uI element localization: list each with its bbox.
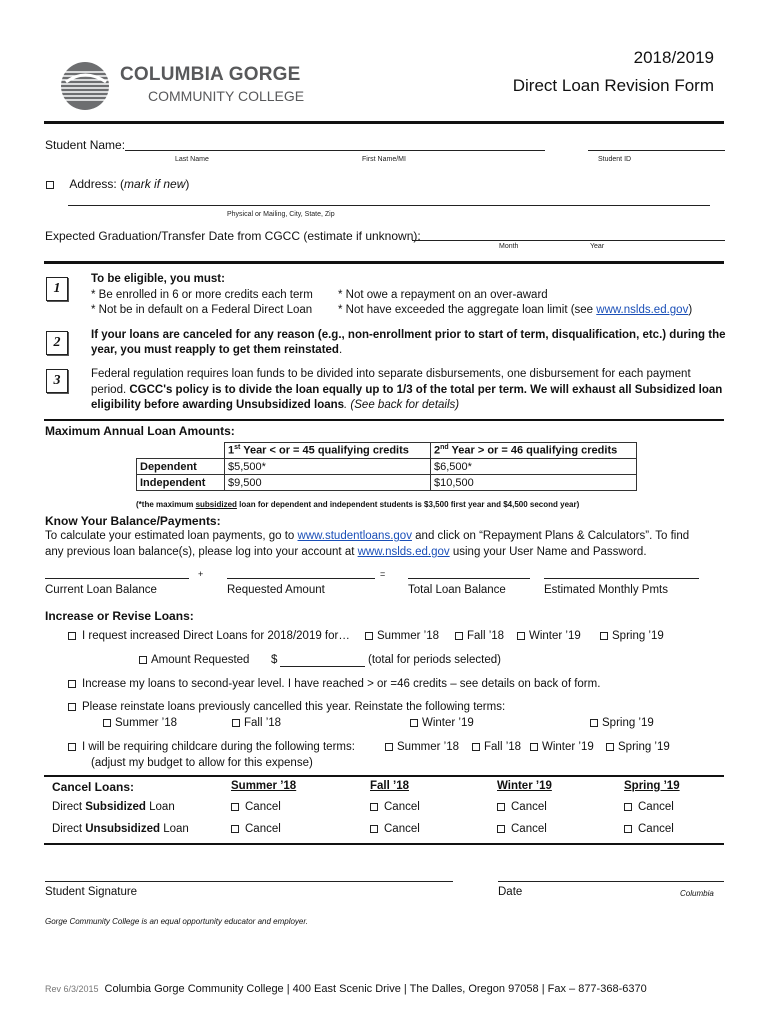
footer <box>45 983 647 995</box>
unsubsidized-label <box>52 823 189 835</box>
balance-line2 <box>45 546 647 558</box>
cancel-unsub-fall-checkbox[interactable] <box>370 825 378 833</box>
childcare-winter-checkbox[interactable] <box>530 743 538 751</box>
cancel-notice-line1: If your loans are canceled for any reason (e.g., non-enrollment prior to start of term, disqualification, etc.) during the <box>91 329 726 341</box>
eligibility-item-d-end: ) <box>688 304 693 316</box>
eligibility-item-d <box>338 304 692 316</box>
requested-amount-field[interactable] <box>227 578 375 579</box>
second-year-row <box>68 678 600 690</box>
subsidized-bold: Subsidized <box>85 801 146 813</box>
cancel-unsub-winter-label: Cancel <box>511 823 547 835</box>
equals-sign: = <box>380 569 386 579</box>
unsubsidized-bold: Unsubsidized <box>85 823 160 835</box>
balance-line2b: using your User Name and Password. <box>449 546 647 558</box>
col2-post: Year > or = 46 qualifying credits <box>448 444 618 457</box>
studentloans-link[interactable]: www.studentloans.gov <box>297 530 412 542</box>
increase-spring-label: Spring ’19 <box>612 630 664 642</box>
eligibility-title: To be eligible, you must: <box>91 273 225 285</box>
childcare-fall-checkbox[interactable] <box>472 743 480 751</box>
second-year-label: Increase my loans to second-year level. I have reached > or =46 credits – see details on back of form. <box>82 678 601 690</box>
cancel-unsub-spring <box>624 823 674 835</box>
student-id-caption: Student ID <box>598 156 632 163</box>
current-balance-field[interactable] <box>45 578 189 579</box>
increase-divider <box>44 775 724 777</box>
childcare-fall <box>472 741 521 753</box>
increase-request-row <box>68 630 350 642</box>
cancel-sub-fall <box>370 801 420 813</box>
eligibility-item-c: * Not be in default on a Federal Direct Loan <box>91 304 313 316</box>
subsidized-post: Loan <box>145 801 175 813</box>
cancel-sub-spring-checkbox[interactable] <box>624 803 632 811</box>
unsubsidized-post: Loan <box>160 823 189 835</box>
cancel-unsub-fall-label: Cancel <box>384 823 420 835</box>
childcare-row <box>68 741 355 753</box>
grad-date-field[interactable] <box>412 240 725 241</box>
first-name-caption: First Name/MI <box>362 156 406 163</box>
dependent-label: Dependent <box>137 459 225 475</box>
col1-post: Year < or = 45 qualifying credits <box>240 444 409 457</box>
disbursement-line2 <box>91 384 722 396</box>
reinstate-label: Please reinstate loans previously cancelled this year. Reinstate the following terms: <box>82 701 506 713</box>
date-label: Date <box>498 886 523 898</box>
increase-spring <box>600 630 664 642</box>
childcare-summer-label: Summer ’18 <box>397 741 459 753</box>
subsidized-label <box>52 801 175 813</box>
reinstate-spring-checkbox[interactable] <box>590 719 598 727</box>
logo-line2: COMMUNITY COLLEGE <box>148 88 305 104</box>
cancel-term-winter: Winter ’19 <box>497 780 552 792</box>
notice-number-2: 2 <box>46 331 68 355</box>
increase-request-checkbox[interactable] <box>68 632 76 640</box>
amount-note: (total for periods selected) <box>368 654 501 666</box>
notices-divider <box>44 419 724 421</box>
info-divider <box>44 261 724 264</box>
cancel-unsub-spring-label: Cancel <box>638 823 674 835</box>
cancel-notice-line2 <box>91 344 342 356</box>
footer-address: Columbia Gorge Community College | 400 East Scenic Drive | The Dalles, Oregon 97058 | Fax – 877-368-6370 <box>104 983 647 995</box>
cancel-notice-line2-end: . <box>338 344 343 356</box>
increase-summer-label: Summer ’18 <box>377 630 439 642</box>
childcare-label: I will be requiring childcare during the following terms: <box>82 741 355 753</box>
cancel-term-summer: Summer ’18 <box>231 780 297 792</box>
reinstate-spring <box>590 717 654 729</box>
notice-number-1: 1 <box>46 277 68 301</box>
increase-fall-checkbox[interactable] <box>455 632 463 640</box>
signature-field[interactable] <box>45 881 453 882</box>
cancel-sub-winter-checkbox[interactable] <box>497 803 505 811</box>
reinstate-winter-checkbox[interactable] <box>410 719 418 727</box>
cancel-unsub-winter <box>497 823 547 835</box>
current-balance-label: Current Loan Balance <box>45 584 157 596</box>
childcare-checkbox[interactable] <box>68 743 76 751</box>
reinstate-summer <box>103 717 177 729</box>
year-caption: Year <box>590 243 605 250</box>
reinstate-winter <box>410 717 474 729</box>
subsidized-pre: Direct <box>52 801 86 813</box>
reinstate-fall <box>232 717 281 729</box>
increase-winter-checkbox[interactable] <box>517 632 525 640</box>
reinstate-summer-label: Summer ’18 <box>115 717 177 729</box>
header-divider <box>44 121 724 124</box>
month-caption: Month <box>499 243 519 250</box>
cancel-unsub-winter-checkbox[interactable] <box>497 825 505 833</box>
table-corner <box>137 443 225 459</box>
signature-label: Student Signature <box>45 886 138 898</box>
student-name-label: Student Name: <box>45 138 126 152</box>
reinstate-row <box>68 701 505 713</box>
cancel-term-spring: Spring ’19 <box>624 780 680 792</box>
cancel-term-fall: Fall ’18 <box>370 780 409 792</box>
eligibility-item-b: * Not owe a repayment on an over-award <box>338 289 548 301</box>
independent-year1: $9,500 <box>225 475 431 491</box>
independent-year2: $10,500 <box>431 475 637 491</box>
note-a: (*the maximum <box>136 500 196 509</box>
form-title: Direct Loan Revision Form <box>512 76 714 95</box>
reinstate-fall-checkbox[interactable] <box>232 719 240 727</box>
cancel-unsub-summer-label: Cancel <box>245 823 281 835</box>
cancel-unsub-spring-checkbox[interactable] <box>624 825 632 833</box>
disbursement-line2a: period. <box>91 384 130 396</box>
cancel-notice-line2-bold: year, you must reapply to get them reinstated <box>91 344 339 356</box>
dependent-year1: $5,500* <box>225 459 431 475</box>
balance-line1 <box>45 530 689 542</box>
nslds-link[interactable]: www.nslds.ed.gov <box>596 304 689 316</box>
reinstate-winter-label: Winter ’19 <box>422 717 474 729</box>
reinstate-spring-label: Spring ’19 <box>602 717 654 729</box>
total-balance-field[interactable] <box>408 578 530 579</box>
unsubsidized-pre: Direct <box>52 823 86 835</box>
cancel-sub-fall-label: Cancel <box>384 801 420 813</box>
table-row <box>137 459 637 475</box>
reinstate-checkbox[interactable] <box>68 703 76 711</box>
eligibility-item-a: * Be enrolled in 6 or more credits each term <box>91 289 313 301</box>
amount-dollar: $ <box>271 654 278 666</box>
eeo-statement: Gorge Community College is an equal opportunity educator and employer. <box>45 917 308 926</box>
balance-heading: Know Your Balance/Payments: <box>45 514 221 528</box>
table-row <box>137 475 637 491</box>
childcare-note: (adjust my budget to allow for this expense) <box>91 757 313 769</box>
disbursement-line2b: CGCC's policy is to divide the loan equally up to 1/3 of the total per term. We will exhaust all Subsidized loan <box>129 384 723 396</box>
childcare-winter <box>530 741 594 753</box>
first-year-header <box>225 443 431 459</box>
balance-line2a: any previous loan balance(s), please log into your account at <box>45 546 358 558</box>
childcare-spring <box>606 741 670 753</box>
childcare-winter-label: Winter ’19 <box>542 741 594 753</box>
logo-globe-icon <box>58 60 112 112</box>
monthly-payments-label: Estimated Monthly Pmts <box>544 584 668 596</box>
cancel-divider <box>44 843 724 845</box>
balance-line1a: To calculate your estimated loan payments, go to <box>45 530 298 542</box>
cancel-unsub-summer <box>231 823 281 835</box>
college-logo <box>58 60 333 112</box>
disbursement-line3b: . (See back for details) <box>344 399 460 411</box>
amount-requested-label: Amount Requested <box>151 654 250 666</box>
note-b: loan for dependent and independent students is $3,500 first year and $4,500 second year) <box>236 500 580 509</box>
amount-requested-row <box>139 654 249 666</box>
student-id-field[interactable] <box>588 150 725 151</box>
revision-date: Rev 6/3/2015 <box>45 984 99 994</box>
cancel-sub-winter <box>497 801 547 813</box>
cancel-sub-spring <box>624 801 674 813</box>
childcare-summer <box>385 741 459 753</box>
address-field[interactable] <box>68 205 710 206</box>
increase-fall-label: Fall ’18 <box>467 630 505 642</box>
logo-line1: COLUMBIA GORGE <box>120 64 301 85</box>
cancel-heading: Cancel Loans: <box>52 780 135 794</box>
address-label: Address: ( <box>69 177 125 191</box>
disbursement-line3 <box>91 399 459 411</box>
form-year: 2018/2019 <box>633 48 714 67</box>
increase-summer <box>365 630 439 642</box>
increase-winter-label: Winter ’19 <box>529 630 581 642</box>
last-name-caption: Last Name <box>175 156 209 163</box>
cancel-unsub-summer-checkbox[interactable] <box>231 825 239 833</box>
cancel-sub-winter-label: Cancel <box>511 801 547 813</box>
childcare-spring-checkbox[interactable] <box>606 743 614 751</box>
independent-label: Independent <box>137 475 225 491</box>
address-close: ) <box>185 177 190 191</box>
student-name-field[interactable] <box>125 150 545 151</box>
disbursement-line3a: eligibility before awarding Unsubsidized loans <box>91 399 345 411</box>
increase-winter <box>517 630 581 642</box>
col2-pre: 2 <box>434 444 441 457</box>
nslds-link-2[interactable]: www.nslds.ed.gov <box>357 546 450 558</box>
address-row <box>46 177 189 191</box>
reinstate-fall-label: Fall ’18 <box>244 717 282 729</box>
reinstate-summer-checkbox[interactable] <box>103 719 111 727</box>
requested-amount-label: Requested Amount <box>227 584 325 596</box>
second-year-checkbox[interactable] <box>68 680 76 688</box>
monthly-payments-field[interactable] <box>544 578 699 579</box>
childcare-summer-checkbox[interactable] <box>385 743 393 751</box>
col1-pre: 1 <box>228 444 235 457</box>
amount-requested-field[interactable] <box>280 666 365 667</box>
plus-sign: + <box>198 569 204 579</box>
note-underlined: subsidized <box>195 500 237 509</box>
cancel-unsub-fall <box>370 823 420 835</box>
grad-date-label: Expected Graduation/Transfer Date from CGCC (estimate if unknown): <box>45 229 421 243</box>
col1-sup: st <box>234 444 241 452</box>
increase-spring-checkbox[interactable] <box>600 632 608 640</box>
dependent-year2: $6,500* <box>431 459 637 475</box>
childcare-fall-label: Fall ’18 <box>484 741 522 753</box>
notice-number-3: 3 <box>46 369 68 393</box>
increase-request-label: I request increased Direct Loans for 2018/2019 for… <box>82 630 350 642</box>
childcare-spring-label: Spring ’19 <box>618 741 670 753</box>
address-italic: mark if new <box>124 177 186 191</box>
increase-fall <box>455 630 504 642</box>
cancel-sub-summer <box>231 801 281 813</box>
address-caption: Physical or Mailing, City, State, Zip <box>227 211 335 218</box>
address-new-checkbox[interactable] <box>46 181 54 189</box>
increase-heading: Increase or Revise Loans: <box>45 609 194 623</box>
disbursement-line1: Federal regulation requires loan funds to be divided into separate disbursements, one disbursement for each payment <box>91 368 691 380</box>
max-loans-table <box>136 442 637 491</box>
max-loans-heading: Maximum Annual Loan Amounts: <box>45 424 235 438</box>
date-field[interactable] <box>498 881 724 882</box>
total-balance-label: Total Loan Balance <box>408 584 506 596</box>
max-loans-note <box>136 500 579 509</box>
cancel-sub-summer-label: Cancel <box>245 801 281 813</box>
cancel-sub-summer-checkbox[interactable] <box>231 803 239 811</box>
col2-sup: nd <box>440 444 449 452</box>
balance-line1b: and click on “Repayment Plans & Calculators”. To find <box>411 530 690 542</box>
increase-summer-checkbox[interactable] <box>365 632 373 640</box>
cancel-sub-spring-label: Cancel <box>638 801 674 813</box>
amount-requested-checkbox[interactable] <box>139 656 147 664</box>
columbia-note: Columbia <box>680 889 714 898</box>
cancel-sub-fall-checkbox[interactable] <box>370 803 378 811</box>
second-year-header <box>431 443 637 459</box>
eligibility-item-d-text: * Not have exceeded the aggregate loan limit (see <box>338 304 597 316</box>
